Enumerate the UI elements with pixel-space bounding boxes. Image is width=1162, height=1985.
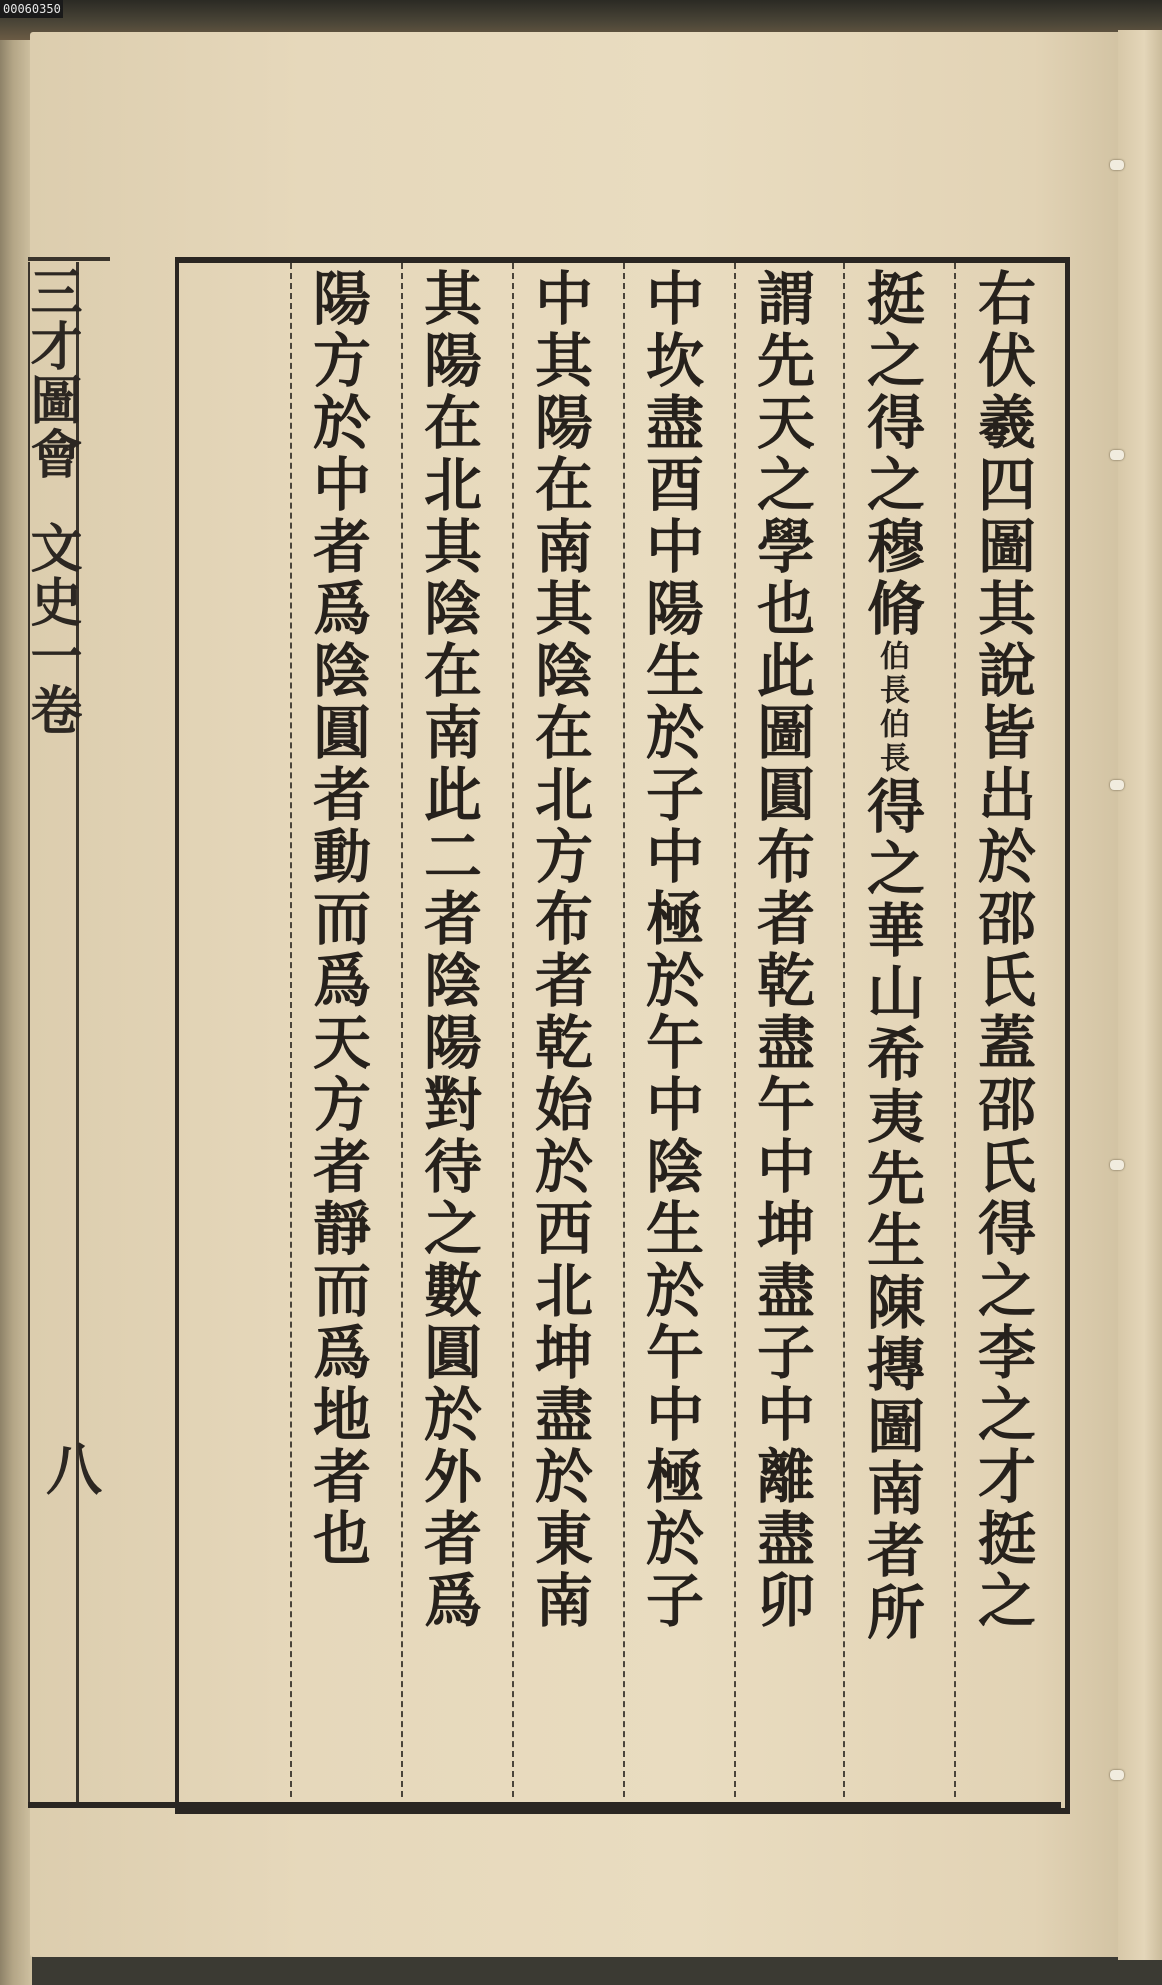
margin-section: 文史一卷 [21,521,82,737]
bottom-rule [28,1802,1061,1808]
catalog-tag: 00060350 [0,0,63,18]
column-divider [290,263,292,1797]
binding-stitch [1110,780,1124,790]
column-divider [954,263,956,1797]
annotation-note [873,640,909,776]
annotation-right: 伯長 [874,640,909,708]
text-column-2 [852,268,930,1644]
binding-stitch [1110,1160,1124,1170]
margin-book-title: 三才圖會 [21,265,82,481]
column-2-main-before: 挺之得之穆脩 [857,268,925,640]
column-divider [843,263,845,1797]
column-divider [734,263,736,1797]
column-2-main-after: 得之華山希夷先生陳摶圖南者所 [857,776,925,1644]
page-number: 八 [37,1440,103,1496]
text-column-5: 中其陽在南其陰在北方布者乾始於西北坤盡於東南 [525,268,593,1632]
text-column-1: 右伏羲四圖其說皆出於邵氏蓋邵氏得之李之才挺之 [968,268,1036,1632]
text-column-6: 其陽在北其陰在南此二者陰陽對待之數圓於外者爲 [414,268,482,1632]
text-column-3: 謂先天之學也此圖圓布者乾盡午中坤盡子中離盡卯 [747,268,815,1632]
annotation-left: 伯長 [874,708,909,776]
next-page-edge [1118,30,1162,1960]
margin-top-rule [28,257,110,261]
text-column-7: 陽方於中者爲陰圓者動而爲天方者靜而爲地者也 [303,268,371,1570]
text-column-4: 中坎盡酉中陽生於子中極於午中陰生於午中極於子 [636,268,704,1632]
column-divider [623,263,625,1797]
binding-stitch [1110,160,1124,170]
margin-title [18,265,84,737]
binding-stitch [1110,1770,1124,1780]
column-divider [401,263,403,1797]
column-divider [512,263,514,1797]
binding-stitch [1110,450,1124,460]
